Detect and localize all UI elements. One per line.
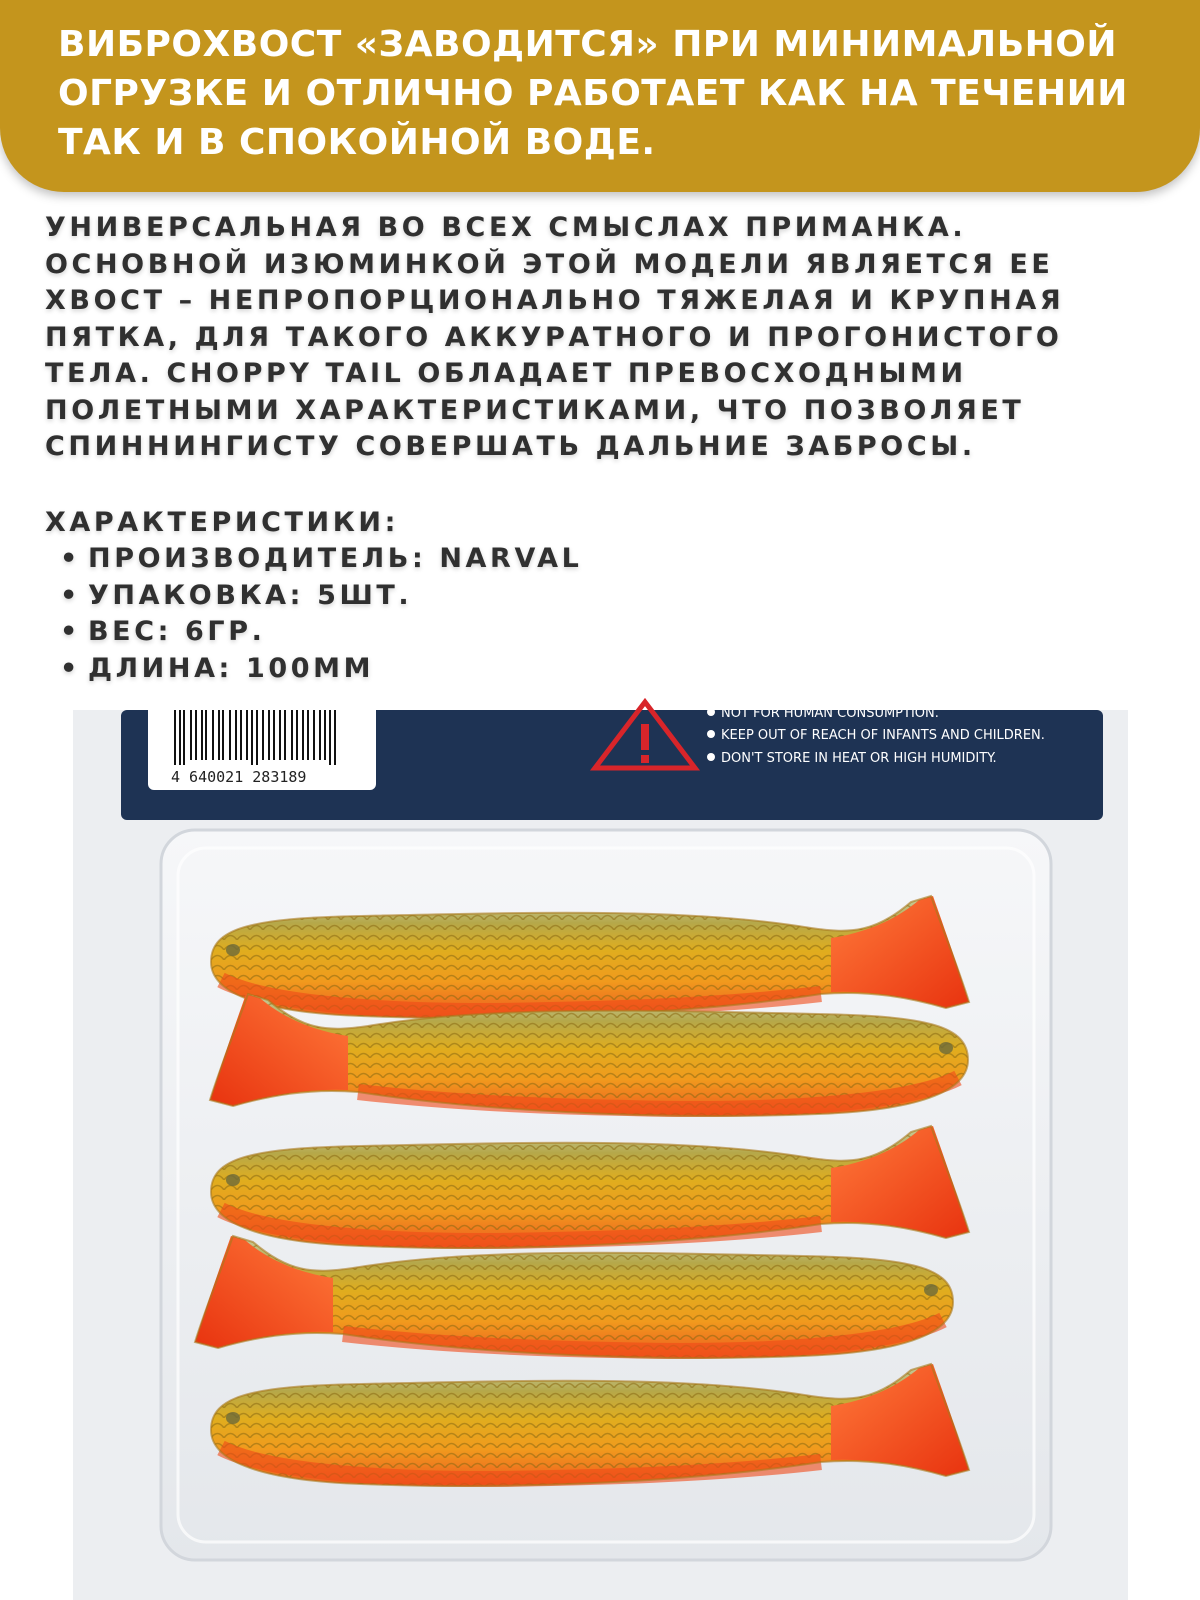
description-line: СПИННИНГИСТУ СОВЕРШАТЬ ДАЛЬНИЕ ЗАБРОСЫ.	[45, 431, 976, 462]
spec-item-weight	[45, 614, 1145, 651]
banner-line: ТАК И В СПОКОЙНОЙ ВОДЕ.	[58, 122, 656, 163]
description-line: ПОЛЕТНЫМИ ХАРАКТЕРИСТИКАМИ, ЧТО ПОЗВОЛЯЕТ	[45, 394, 1025, 426]
spec-text: ВЕС: 6ГР.	[88, 616, 266, 647]
specs-title: ХАРАКТЕРИСТИКИ:	[45, 507, 400, 538]
spec-text: ПРОИЗВОДИТЕЛЬ: NARVAL	[88, 543, 583, 574]
warning-title: WARNING	[495, 689, 605, 713]
spec-item-package	[45, 578, 1145, 615]
description-line: ПЯТКА, ДЛЯ ТАКОГО АККУРАТНОГО И ПРОГОНИСТОГО	[45, 321, 1063, 353]
bullet-icon: •	[60, 616, 81, 647]
banner-headline	[58, 20, 1168, 167]
warning-text: NOT FOR HUMAN CONSUMPTION.	[721, 706, 939, 721]
product-description	[45, 210, 1155, 466]
banner-line: ВИБРОХВОСТ «ЗАВОДИТСЯ» ПРИ МИНИМАЛЬНОЙ	[58, 24, 1117, 65]
spec-item-manufacturer	[45, 541, 1145, 578]
header-banner	[0, 0, 1200, 192]
spec-text: УПАКОВКА: 5ШТ.	[88, 579, 413, 611]
banner-line: ОГРУЗКЕ И ОТЛИЧНО РАБОТАЕТ КАК НА ТЕЧЕНИИ	[58, 73, 1128, 114]
spec-item-length	[45, 651, 1145, 688]
bullet-icon: •	[60, 579, 81, 611]
spec-text: ДЛИНА: 100ММ	[88, 652, 375, 684]
bullet-icon: •	[60, 543, 81, 574]
specs-list	[45, 541, 1145, 687]
description-line: ТЕЛА. CHOPPY TAIL ОБЛАДАЕТ ПРЕВОСХОДНЫМИ	[45, 358, 967, 389]
product-photo	[73, 689, 1128, 1600]
warning-text: KEEP OUT OF REACH OF INFANTS AND CHILDREN.	[721, 728, 1045, 743]
warning-text: DON'T STORE IN HEAT OR HIGH HUMIDITY.	[721, 751, 997, 766]
description-line: ОСНОВНОЙ ИЗЮМИНКОЙ ЭТОЙ МОДЕЛИ ЯВЛЯЕТСЯ ЕЕ	[45, 248, 1054, 280]
barcode-number: 4 640021 283189	[171, 768, 307, 786]
description-line: УНИВЕРСАЛЬНАЯ ВО ВСЕХ СМЫСЛАХ ПРИМАНКА.	[45, 212, 967, 243]
bullet-icon: •	[60, 652, 81, 684]
description-line: ХВОСТ – НЕПРОПОРЦИОНАЛЬНО ТЯЖЕЛАЯ И КРУПНАЯ	[45, 285, 1065, 316]
specifications	[45, 505, 1145, 687]
lure-package-illustration	[73, 689, 1128, 1600]
